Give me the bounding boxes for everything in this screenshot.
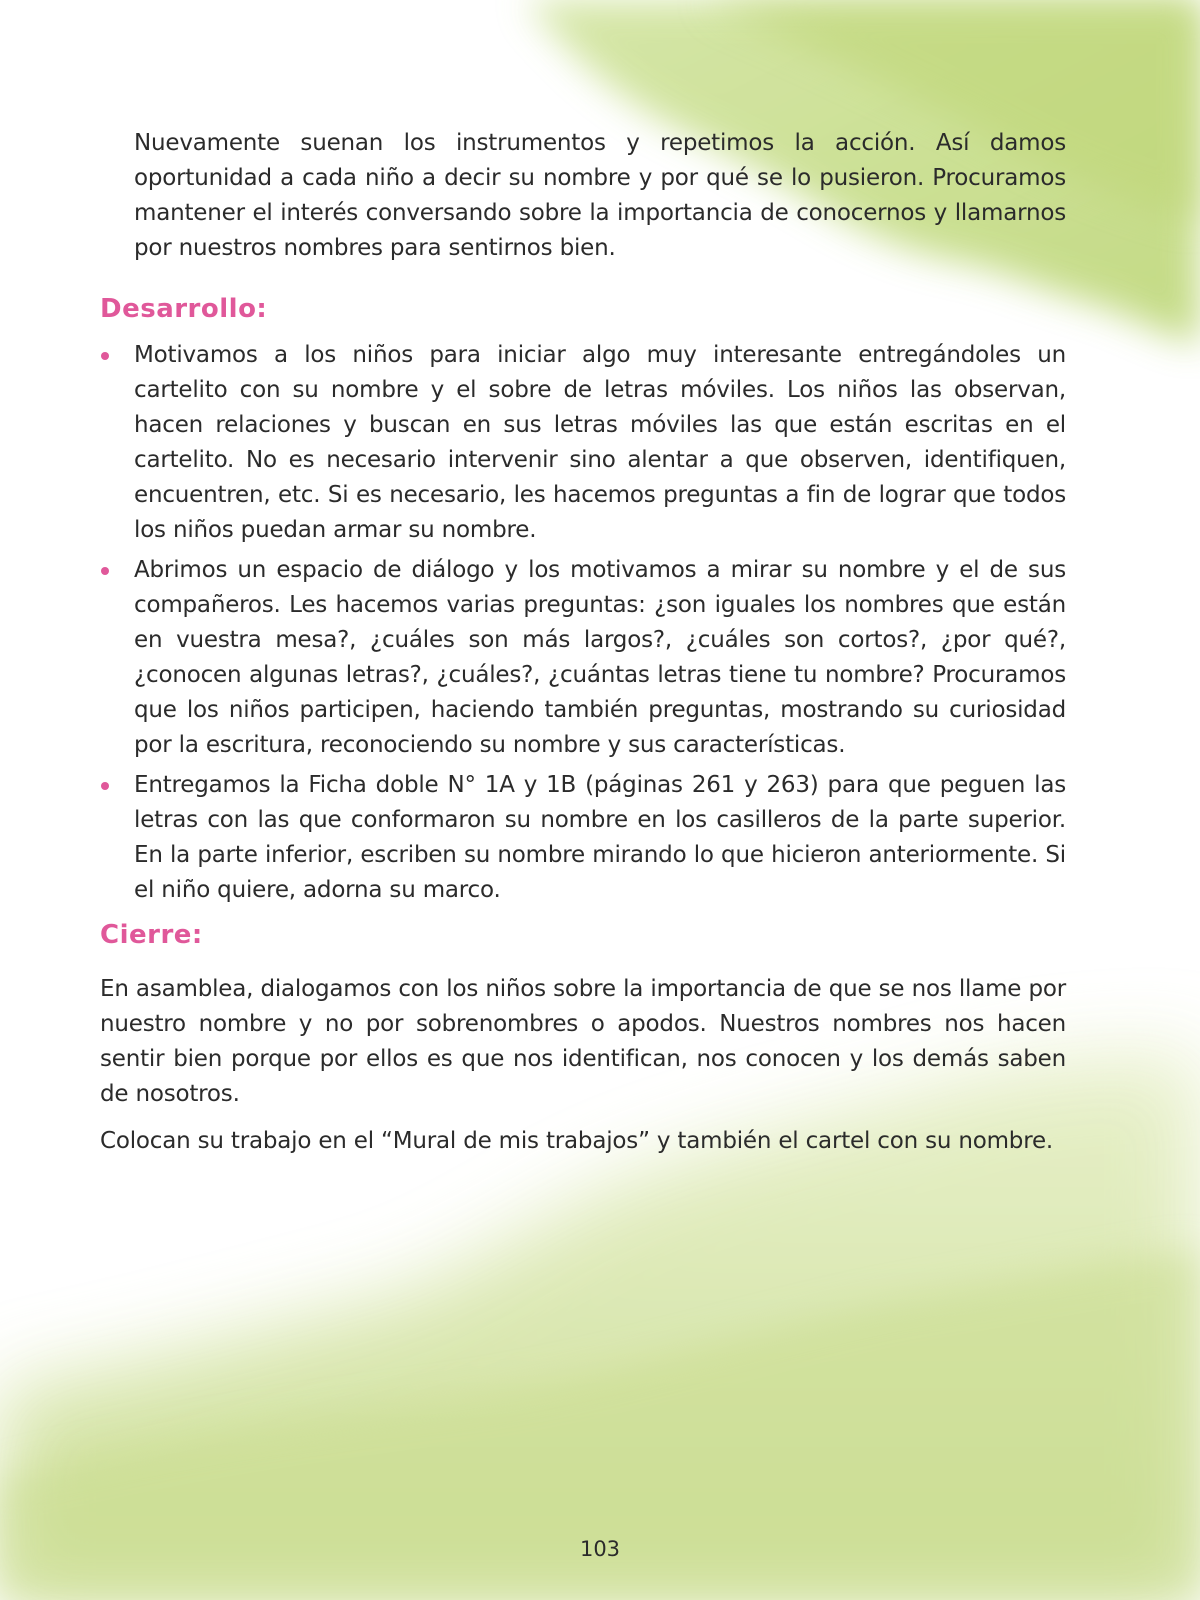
list-item-text: Entregamos la Ficha doble N° 1A y 1B (páginas 261 y 263) para que peguen las letras con las que conformaron su nombre en los casilleros de la parte superior. En la parte inferior, escriben su nombre mirando lo que hicieron anteriormente. Si el niño quiere, adorna su marco. xyxy=(134,772,1066,903)
list-item xyxy=(100,338,1066,548)
cierre-heading: Cierre: xyxy=(100,920,203,950)
cierre-paragraph: Colocan su trabajo en el “Mural de mis trabajos” y también el cartel con su nombre. xyxy=(100,1128,1054,1154)
cierre-paragraph: En asamblea, dialogamos con los niños sobre la importancia de que se nos llame por nuestro nombre y no por sobrenombres o apodos. Nuestros nombres nos hacen sentir bien porque por ellos es que nos identifican, nos conocen y los demás saben de nosotros. xyxy=(100,976,1066,1107)
bullet-dot xyxy=(101,782,109,790)
list-item-text: Motivamos a los niños para iniciar algo muy interesante entregándoles un cartelito con su nombre y el sobre de letras móviles. Los niños las observan, hacen relaciones y buscan en sus letras móviles las que están escritas en el cartelito. No es necesario intervenir sino alentar a que observen, identifiquen, encuentren, etc. Si es necesario, les hacemos preguntas a fin de lograr que todos los niños puedan armar su nombre. xyxy=(134,342,1066,543)
page-number: 103 xyxy=(579,1537,621,1561)
intro-paragraph: Nuevamente suenan los instrumentos y repetimos la acción. Así damos oportunidad a cada niño a decir su nombre y por qué se lo pusieron. Procuramos mantener el interés conversando sobre la importancia de conocernos y llamarnos por nuestros nombres para sentirnos bien. xyxy=(134,130,1066,261)
bullet-dot xyxy=(101,352,109,360)
desarrollo-heading: Desarrollo: xyxy=(100,294,268,324)
list-item-text: Abrimos un espacio de diálogo y los motivamos a mirar su nombre y el de sus compañeros. Les hacemos varias preguntas: ¿son iguales los nombres que están en vuestra mesa?, ¿cuáles son más largos?, ¿cuáles son cortos?, ¿por qué?, ¿conocen algunas letras?, ¿cuáles?, ¿cuántas letras tiene tu nombre? Procuramos que los niños participen, haciendo también preguntas, mostrando su curiosidad por la escritura, reconociendo su nombre y sus características. xyxy=(134,557,1066,758)
bullet-dot xyxy=(101,567,109,575)
list-item xyxy=(100,553,1066,763)
desarrollo-list xyxy=(100,338,1066,913)
list-item xyxy=(100,768,1066,908)
